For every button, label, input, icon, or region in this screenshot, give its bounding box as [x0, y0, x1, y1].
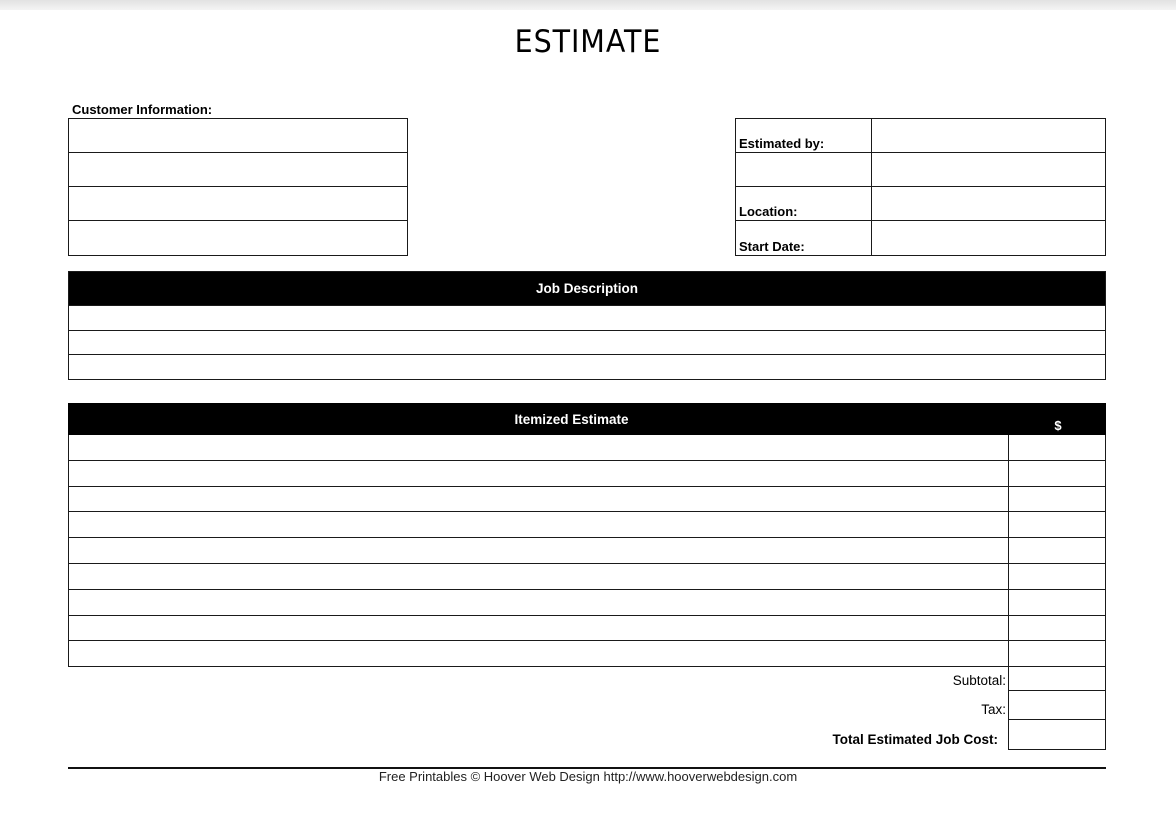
- subtotal-field[interactable]: [1008, 666, 1106, 691]
- item-amount[interactable]: [1008, 538, 1105, 563]
- estimated-by-label: Estimated by:: [739, 136, 825, 151]
- blank-label-cell: [736, 153, 872, 187]
- estimated-by-label-cell: [736, 119, 872, 153]
- item-description[interactable]: [69, 590, 1008, 615]
- table-row: [69, 538, 1105, 564]
- subtotal-label: Subtotal:: [952, 673, 1006, 688]
- customer-info-field-1[interactable]: [69, 119, 407, 153]
- job-description-line-3[interactable]: [69, 354, 1105, 379]
- job-description-header: Job Description: [69, 272, 1105, 305]
- estimate-info-box: [735, 118, 1106, 256]
- viewer-top-bar: [0, 0, 1176, 10]
- table-row: [69, 590, 1105, 616]
- table-row: [69, 461, 1105, 487]
- item-amount[interactable]: [1008, 590, 1105, 615]
- document-title: ESTIMATE: [514, 24, 662, 60]
- itemized-estimate-section: [68, 403, 1106, 667]
- blank-field[interactable]: [872, 153, 1105, 187]
- item-amount[interactable]: [1008, 435, 1105, 460]
- item-description[interactable]: [69, 641, 1008, 666]
- amount-column-header: $: [1054, 418, 1062, 433]
- customer-info-box: [68, 118, 408, 256]
- item-description[interactable]: [69, 564, 1008, 589]
- item-description[interactable]: [69, 487, 1008, 512]
- table-row: [69, 564, 1105, 590]
- itemized-estimate-title: Itemized Estimate: [514, 412, 629, 427]
- item-amount[interactable]: [1008, 616, 1105, 641]
- table-row: [69, 435, 1105, 461]
- item-amount[interactable]: [1008, 461, 1105, 486]
- tax-field[interactable]: [1008, 691, 1106, 720]
- customer-info-field-3[interactable]: [69, 187, 407, 221]
- table-row: [69, 641, 1105, 667]
- table-row: [69, 487, 1105, 513]
- customer-info-field-2[interactable]: [69, 153, 407, 187]
- job-description-line-2[interactable]: [69, 330, 1105, 355]
- location-label: Location:: [739, 204, 798, 219]
- item-description[interactable]: [69, 435, 1008, 460]
- start-date-field[interactable]: [872, 221, 1105, 255]
- tax-label: Tax:: [981, 702, 1006, 717]
- item-description[interactable]: [69, 512, 1008, 537]
- customer-info-label: Customer Information:: [72, 102, 213, 117]
- location-field[interactable]: [872, 187, 1105, 221]
- start-date-label-cell: [736, 221, 872, 255]
- table-row: [69, 616, 1105, 642]
- itemized-estimate-table: [68, 435, 1106, 667]
- item-description[interactable]: [69, 616, 1008, 641]
- item-description[interactable]: [69, 538, 1008, 563]
- start-date-label: Start Date:: [739, 239, 805, 254]
- itemized-estimate-header: [68, 403, 1106, 435]
- total-field[interactable]: [1008, 720, 1106, 750]
- total-label: Total Estimated Job Cost:: [832, 732, 998, 747]
- tax-row: [700, 691, 1106, 720]
- table-row: [69, 512, 1105, 538]
- total-row: [700, 720, 1106, 750]
- location-label-cell: [736, 187, 872, 221]
- item-amount[interactable]: [1008, 564, 1105, 589]
- item-amount[interactable]: [1008, 641, 1105, 666]
- item-amount[interactable]: [1008, 512, 1105, 537]
- item-amount[interactable]: [1008, 487, 1105, 512]
- job-description-line-1[interactable]: [69, 305, 1105, 330]
- item-description[interactable]: [69, 461, 1008, 486]
- footer-credit: Free Printables © Hoover Web Design http://www.hooverwebdesign.com: [378, 769, 798, 784]
- customer-info-field-4[interactable]: [69, 221, 407, 255]
- subtotal-row: [700, 666, 1106, 691]
- estimated-by-field[interactable]: [872, 119, 1105, 153]
- job-description-section: [68, 271, 1106, 380]
- totals-section: [700, 666, 1106, 750]
